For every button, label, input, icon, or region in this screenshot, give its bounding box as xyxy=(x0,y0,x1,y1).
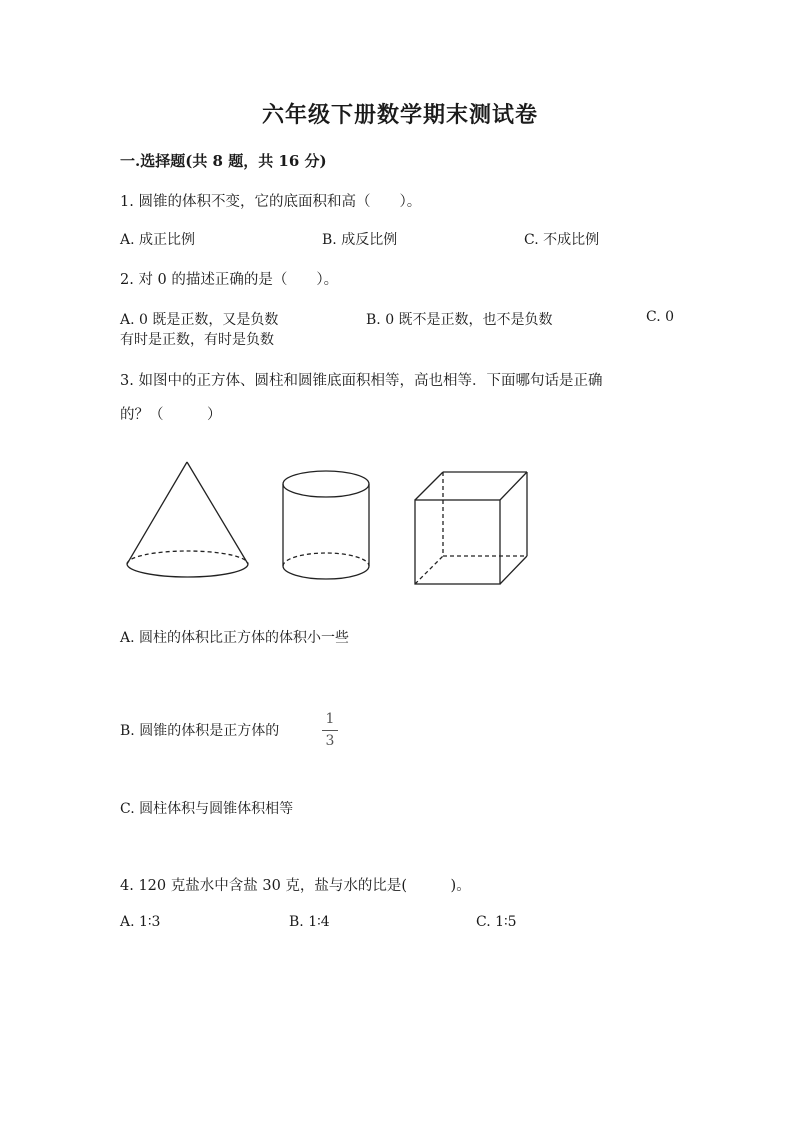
cone-icon xyxy=(127,462,248,577)
cylinder-icon xyxy=(283,471,369,579)
question-3-option-c[interactable]: C. 圆柱体积与圆锥体积相等 xyxy=(120,801,294,817)
question-1-option-b[interactable]: B. 成反比例 xyxy=(322,232,398,248)
question-4-option-b[interactable]: B. 1∶4 xyxy=(289,914,330,930)
question-1-option-c[interactable]: C. 不成比例 xyxy=(524,232,600,248)
question-1-stem: 1. 圆锥的体积不变，它的底面积和高（ ）。 xyxy=(120,194,422,210)
page-title: 六年级下册数学期末测试卷 xyxy=(261,102,538,128)
fraction-numerator: 1 xyxy=(325,711,335,727)
fraction-one-third xyxy=(322,712,338,750)
question-2-option-b[interactable]: B. 0 既不是正数，也不是负数 xyxy=(366,312,553,328)
question-2-option-c[interactable]: C. 0 xyxy=(646,309,675,325)
fraction-denominator: 3 xyxy=(325,733,335,749)
question-3-option-a[interactable]: A. 圆柱的体积比正方体的体积小一些 xyxy=(120,630,350,646)
question-2-option-a[interactable]: A. 0 既是正数，又是负数 xyxy=(120,312,279,328)
question-4-stem: 4. 120 克盐水中含盐 30 克，盐与水的比是( )。 xyxy=(120,878,471,894)
question-2-option-c-continued: 有时是正数，有时是负数 xyxy=(120,332,274,348)
question-3-stem-line1: 3. 如图中的正方体、圆柱和圆锥底面积相等，高也相等．下面哪句话是正确 xyxy=(120,373,603,389)
section-heading: 一.选择题(共 8 题，共 16 分) xyxy=(120,152,327,170)
cube-icon xyxy=(415,472,527,584)
fraction-bar xyxy=(322,730,338,731)
question-4-option-a[interactable]: A. 1∶3 xyxy=(120,914,161,930)
question-4-option-c[interactable]: C. 1∶5 xyxy=(476,914,517,930)
question-2-stem: 2. 对 0 的描述正确的是（ ）。 xyxy=(120,272,339,288)
question-3-stem-line2: 的？（ ） xyxy=(120,407,222,423)
question-1-option-a[interactable]: A. 成正比例 xyxy=(120,232,196,248)
question-3-option-b[interactable]: B. 圆锥的体积是正方体的 xyxy=(120,723,280,739)
